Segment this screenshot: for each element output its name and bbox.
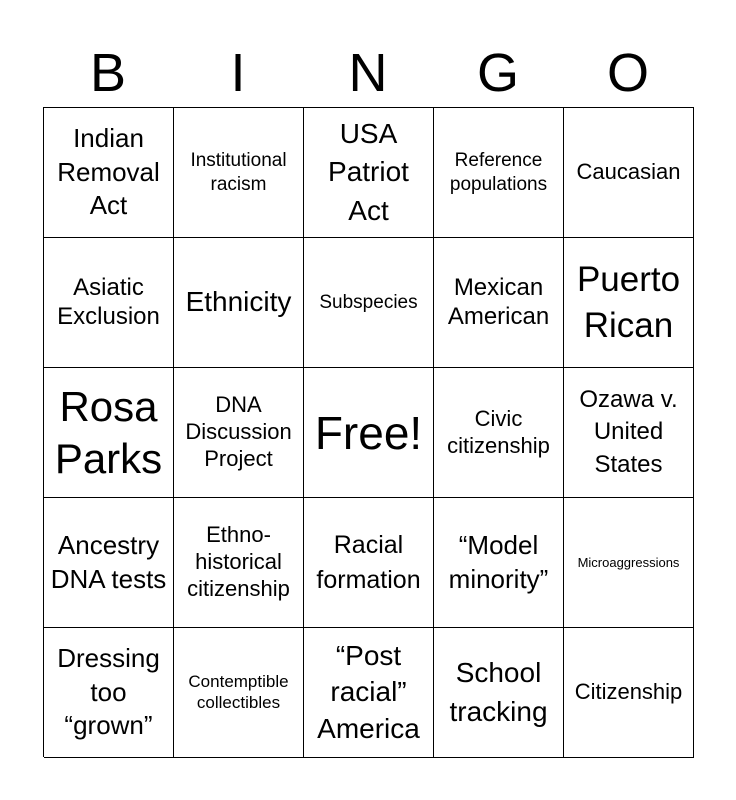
cell-label: Asiatic Exclusion <box>57 273 160 330</box>
bingo-cell-r5-c4[interactable] <box>434 628 564 758</box>
cell-label: Rosa Parks <box>54 383 163 482</box>
header-letter-n: N <box>348 43 388 103</box>
bingo-cell-r3-c2[interactable] <box>174 368 304 498</box>
cell-label: Caucasian <box>576 159 681 185</box>
cell-label: Ethnicity <box>185 286 292 318</box>
cell-label: School tracking <box>449 656 548 727</box>
bingo-cell-r1-c2[interactable] <box>174 108 304 238</box>
header-letter-b: B <box>89 43 127 103</box>
cell-label: Ozawa v. United States <box>579 385 678 478</box>
bingo-board <box>43 107 694 757</box>
cell-label: Indian Removal Act <box>57 122 160 221</box>
bingo-cell-r4-c5[interactable] <box>564 498 694 628</box>
cell-label: Civic citizenship <box>447 405 550 458</box>
bingo-cell-r1-c3[interactable] <box>304 108 434 238</box>
bingo-header <box>43 40 693 106</box>
cell-label: DNA Discussion Project <box>185 392 292 471</box>
cell-label: Puerto Rican <box>576 260 681 345</box>
bingo-cell-r5-c5[interactable] <box>564 628 694 758</box>
cell-label: Ancestry DNA tests <box>50 529 167 594</box>
cell-label: Citizenship <box>574 679 683 705</box>
bingo-cell-r4-c1[interactable] <box>44 498 174 628</box>
cell-label: Microaggressions <box>577 554 680 570</box>
cell-label: Institutional racism <box>190 150 287 195</box>
header-letter-g: G <box>476 43 519 103</box>
bingo-cell-r2-c3[interactable] <box>304 238 434 368</box>
bingo-cell-r3-c3[interactable] <box>304 368 434 498</box>
cell-label: “Model minority” <box>448 529 549 594</box>
cell-label: Racial formation <box>316 531 421 594</box>
cell-label: Reference populations <box>449 150 548 195</box>
bingo-cell-r1-c4[interactable] <box>434 108 564 238</box>
cell-label: Ethno-historical citizenship <box>187 522 290 601</box>
cell-label: Mexican American <box>447 273 550 330</box>
bingo-cell-r1-c5[interactable] <box>564 108 694 238</box>
cell-label: Contemptible collectibles <box>188 671 289 712</box>
cell-label: Subspecies <box>319 291 418 313</box>
bingo-cell-r2-c2[interactable] <box>174 238 304 368</box>
bingo-cell-r5-c1[interactable] <box>44 628 174 758</box>
bingo-cell-r4-c3[interactable] <box>304 498 434 628</box>
cell-label: USA Patriot Act <box>328 117 409 226</box>
bingo-cell-r3-c1[interactable] <box>44 368 174 498</box>
bingo-cell-r2-c1[interactable] <box>44 238 174 368</box>
bingo-cell-r1-c1[interactable] <box>44 108 174 238</box>
bingo-cell-r3-c4[interactable] <box>434 368 564 498</box>
cell-label: “Post racial” America <box>317 639 420 744</box>
free-space-label: Free! <box>314 406 423 459</box>
bingo-cell-r5-c3[interactable] <box>304 628 434 758</box>
bingo-cell-r3-c5[interactable] <box>564 368 694 498</box>
bingo-cell-r5-c2[interactable] <box>174 628 304 758</box>
bingo-cell-r4-c4[interactable] <box>434 498 564 628</box>
bingo-cell-r4-c2[interactable] <box>174 498 304 628</box>
header-letter-o: O <box>606 43 649 103</box>
bingo-cell-r2-c4[interactable] <box>434 238 564 368</box>
bingo-cell-r2-c5[interactable] <box>564 238 694 368</box>
cell-label: Dressing too “grown” <box>57 642 160 741</box>
header-letter-i: I <box>230 43 246 103</box>
